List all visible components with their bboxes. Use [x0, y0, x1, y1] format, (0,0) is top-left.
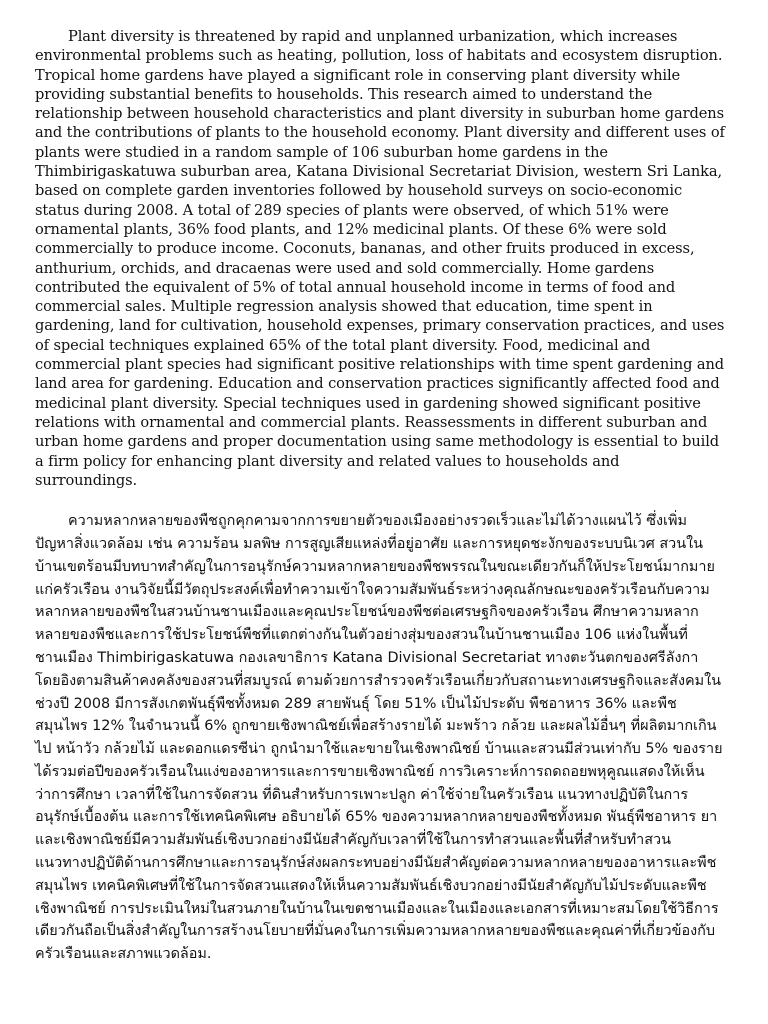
thai-abstract-paragraph: ความหลากหลายของพืชถูกคุกคามจากการขยายตัวของเมืองอย่างรวดเร็วและไม่ได้วางแผนไว้ ซึ่งเพิ่มปัญหาสิ่งแวดล้อม เช่น ความร้อน มลพิษ การสูญเสียแหล่งที่อยู่อาศัย และการหยุดชะงักของระบบนิเวศ สวนในบ้านเขตร้อนมีบทบาทสำคัญในการอนุรักษ์ความหลากหลายของพืชพรรณในขณะเดียวกันก็ให้ประโยชน์มากมายแก่ครัวเรือน งานวิจัยนี้มีวัตถุประสงค์เพื่อทำความเข้าใจความสัมพันธ์ระหว่างคุณลักษณะของครัวเรือนกับความหลากหลายของพืชในสวนบ้านชานเมืองและคุณประโยชน์ของพืชต่อเศรษฐกิจของครัวเรือน ศึกษาความหลากหลายของพืชและการใช้ประโยชน์พืชที่แตกต่างกันในตัวอย่างสุ่มของสวนในบ้านชานเมือง 106 แห่งในพื้นที่ชานเมือง Thimbirigaskatuwa กองเลขาธิการ Katana Divisional Secretariat ทางตะวันตกของศรีลังกา โดยอิงตามสินค้าคงคลังของสวนที่สมบูรณ์ ตามด้วยการสำรวจครัวเรือนเกี่ยวกับสถานะทางเศรษฐกิจและสังคมในช่วงปี 2008 มีการสังเกตพันธุ์พืชทั้งหมด 289 สายพันธุ์ โดย 51% เป็นไม้ประดับ พืชอาหาร 36% และพืชสมุนไพร 12% ในจำนวนนี้ 6% ถูกขายเชิงพาณิชย์เพื่อสร้างรายได้ มะพร้าว กล้วย และผลไม้อื่นๆ ที่ผลิตมากเกินไป หน้าวัว กล้วยไม้ และดอกแดรซีน่า ถูกนำมาใช้และขายในเชิงพาณิชย์ บ้านและสวนมีส่วนเท่ากับ 5% ของรายได้รวมต่อปีของครัวเรือนในแง่ของอาหารและการขายเชิงพาณิชย์ การวิเคราะห์การถดถอยพหุคูณแสดงให้เห็นว่าการศึกษา เวลาที่ใช้ในการจัดสวน ที่ดินสำหรับการเพาะปลูก ค่าใช้จ่ายในครัวเรือน แนวทางปฏิบัติในการอนุรักษ์เบื้องต้น และการใช้เทคนิคพิเศษ อธิบายได้ 65% ของความหลากหลายของพืชทั้งหมด พันธุ์พืชอาหาร ยา และเชิงพาณิชย์มีความสัมพันธ์เชิงบวกอย่างมีนัยสำคัญกับเวลาที่ใช้ในการทำสวนและพื้นที่สำหรับทำสวน แนวทางปฏิบัติด้านการศึกษาและการอนุรักษ์ส่งผลกระทบอย่างมีนัยสำคัญต่อความหลากหลายของอาหารและพืชสมุนไพร เทคนิคพิเศษที่ใช้ในการจัดสวนแสดงให้เห็นความสัมพันธ์เชิงบวกอย่างมีนัยสำคัญกับไม้ประดับและพืชเชิงพาณิชย์ การประเมินใหม่ในสวนภายในบ้านในเขตชานเมืองและในเมืองและเอกสารที่เหมาะสมโดยใช้วิธีการเดียวกันถือเป็นสิ่งสำคัญในการสร้างนโยบายที่มั่นคงในการเพิ่มความหลากหลายของพืชและคุณค่าที่เกี่ยวข้องกับครัวเรือนและสภาพแวดล้อม. — [35, 513, 723, 963]
document-page — [35, 27, 725, 966]
english-abstract-paragraph: Plant diversity is threatened by rapid and unplanned urbanization, which increases environmental problems such as heating, pollution, loss of habitats and ecosystem disruption. Tropical home gardens have played a significant role in conserving plant diversity while providing substantial benefits to households. This research aimed to understand the relationship between household characteristics and plant diversity in suburban home gardens and the contributions of plants to the household economy. Plant diversity and different uses of plants were studied in a random sample of 106 suburban home gardens in the Thimbirigaskatuwa suburban area, Katana Divisional Secretariat Division, western Sri Lanka, based on complete garden inventories followed by household surveys on socio-economic status during 2008. A total of 289 species of plants were observed, of which 51% were ornamental plants, 36% food plants, and 12% medicinal plants. Of these 6% were sold commercially to produce income. Coconuts, bananas, and other fruits produced in excess, anthurium, orchids, and dracaenas were used and sold commercially. Home gardens contributed the equivalent of 5% of total annual household income in terms of food and commercial sales. Multiple regression analysis showed that education, time spent in gardening, land for cultivation, household expenses, primary conservation practices, and uses of special techniques explained 65% of the total plant diversity. Food, medicinal and commercial plant species had significant positive relationships with time spent gardening and land area for gardening. Education and conservation practices significantly affected food and medicinal plant diversity. Special techniques used in gardening showed significant positive relations with ornamental and commercial plants. Reassessments in different suburban and urban home gardens and proper documentation using same methodology is essential to build a firm policy for enhancing plant diversity and related values to households and surroundings. — [35, 28, 725, 489]
